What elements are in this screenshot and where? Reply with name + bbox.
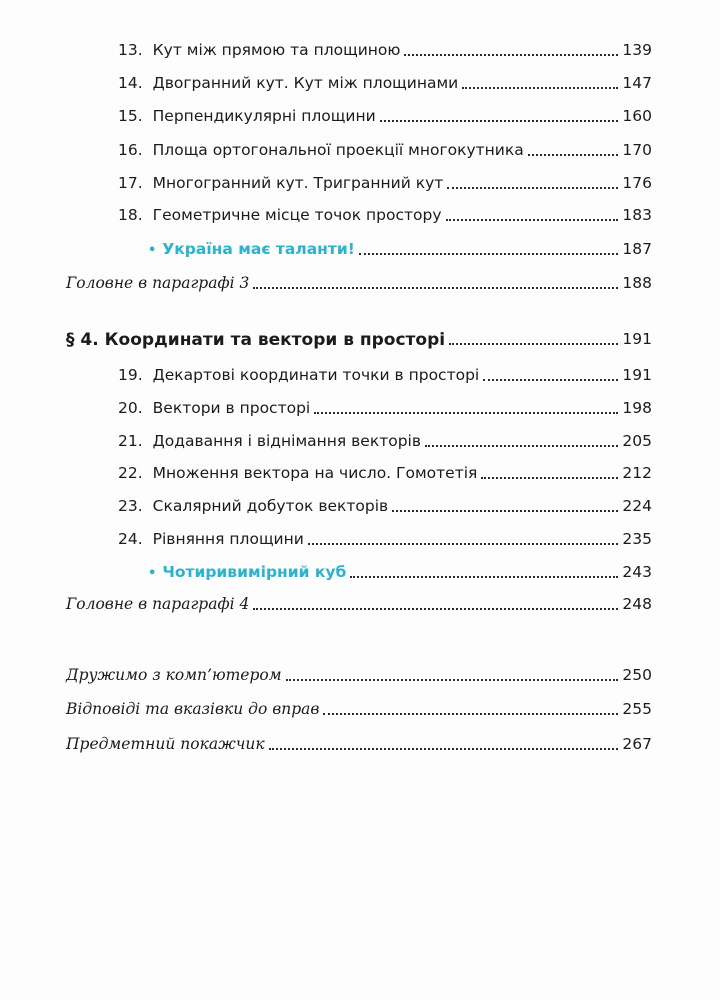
toc-extra-tesseract[interactable] bbox=[0, 557, 720, 589]
dot-leader bbox=[404, 54, 618, 56]
entry-page: 183 bbox=[622, 206, 652, 225]
entry-page: 191 bbox=[622, 330, 652, 349]
toc-entry-18[interactable] bbox=[0, 200, 720, 232]
entry-number: 23. bbox=[118, 497, 143, 516]
toc-back-computer[interactable] bbox=[0, 660, 720, 692]
entry-page: 205 bbox=[622, 432, 652, 451]
dot-leader bbox=[447, 187, 618, 189]
dot-leader bbox=[481, 477, 618, 479]
entry-title: Двогранний кут. Кут між площинами bbox=[152, 74, 459, 93]
entry-title: Додавання і віднімання векторів bbox=[152, 432, 421, 451]
entry-page: 243 bbox=[622, 563, 652, 582]
entry-title: Площа ортогональної проекції многокутника bbox=[152, 141, 524, 160]
toc-entry-24[interactable] bbox=[0, 524, 720, 556]
entry-page: 248 bbox=[622, 595, 652, 614]
dot-leader bbox=[323, 713, 618, 715]
entry-title: Відповіді та вказівки до вправ bbox=[66, 700, 320, 719]
entry-page: 188 bbox=[622, 274, 652, 293]
entry-title: Дружимо з комп’ютером bbox=[66, 666, 282, 685]
entry-page: 224 bbox=[622, 497, 652, 516]
toc-section-4[interactable] bbox=[0, 324, 720, 356]
dot-leader bbox=[350, 576, 618, 578]
entry-number: 20. bbox=[118, 399, 143, 418]
entry-title: Многогранний кут. Тригранний кут bbox=[152, 174, 444, 193]
toc-entry-19[interactable] bbox=[0, 360, 720, 392]
dot-leader bbox=[446, 219, 619, 221]
toc-summary-4[interactable] bbox=[0, 589, 720, 621]
toc-entry-17[interactable] bbox=[0, 168, 720, 200]
entry-title: Чотиривимірний куб bbox=[162, 563, 347, 582]
dot-leader bbox=[269, 748, 619, 750]
entry-title: Перпендикулярні площини bbox=[152, 107, 376, 126]
entry-title: Вектори в просторі bbox=[152, 399, 311, 418]
dot-leader bbox=[392, 510, 618, 512]
entry-page: 139 bbox=[622, 41, 652, 60]
bullet-icon: • bbox=[148, 565, 157, 581]
entry-page: 191 bbox=[622, 366, 652, 385]
dot-leader bbox=[380, 120, 619, 122]
toc-entry-20[interactable] bbox=[0, 393, 720, 425]
toc-extra-talents[interactable] bbox=[0, 234, 720, 266]
entry-page: 212 bbox=[622, 464, 652, 483]
toc-back-answers[interactable] bbox=[0, 694, 720, 726]
section-title: § 4. Координати та вектори в просторі bbox=[66, 329, 446, 350]
entry-number: 19. bbox=[118, 366, 143, 385]
entry-number: 14. bbox=[118, 74, 143, 93]
dot-leader bbox=[253, 287, 618, 289]
dot-leader bbox=[425, 445, 618, 447]
toc-back-index[interactable] bbox=[0, 729, 720, 761]
entry-page: 187 bbox=[622, 240, 652, 259]
entry-number: 24. bbox=[118, 530, 143, 549]
entry-page: 160 bbox=[622, 107, 652, 126]
entry-title: Предметний покажчик bbox=[66, 735, 265, 754]
entry-page: 170 bbox=[622, 141, 652, 160]
entry-title: Геометричне місце точок простору bbox=[152, 206, 442, 225]
toc-entry-15[interactable] bbox=[0, 101, 720, 133]
entry-page: 267 bbox=[622, 735, 652, 754]
toc-summary-3[interactable] bbox=[0, 268, 720, 300]
dot-leader bbox=[528, 154, 619, 156]
entry-page: 198 bbox=[622, 399, 652, 418]
entry-number: 17. bbox=[118, 174, 143, 193]
dot-leader bbox=[253, 608, 618, 610]
entry-page: 250 bbox=[622, 666, 652, 685]
dot-leader bbox=[483, 379, 618, 381]
entry-number: 15. bbox=[118, 107, 143, 126]
entry-number: 16. bbox=[118, 141, 143, 160]
entry-title: Головне в параграфі 3 bbox=[66, 274, 250, 293]
entry-page: 147 bbox=[622, 74, 652, 93]
entry-number: 18. bbox=[118, 206, 143, 225]
dot-leader bbox=[359, 253, 619, 255]
entry-title: Головне в параграфі 4 bbox=[66, 595, 250, 614]
entry-title: Множення вектора на число. Гомотетія bbox=[152, 464, 478, 483]
entry-number: 22. bbox=[118, 464, 143, 483]
bullet-icon: • bbox=[148, 242, 157, 258]
entry-page: 235 bbox=[622, 530, 652, 549]
toc-entry-16[interactable] bbox=[0, 135, 720, 167]
entry-number: 13. bbox=[118, 41, 143, 60]
toc-entry-22[interactable] bbox=[0, 458, 720, 490]
entry-page: 255 bbox=[622, 700, 652, 719]
dot-leader bbox=[314, 412, 618, 414]
entry-title: Скалярний добуток векторів bbox=[152, 497, 389, 516]
entry-title: Рівняння площини bbox=[152, 530, 304, 549]
entry-title: Україна має таланти! bbox=[162, 240, 355, 259]
entry-title: Кут між прямою та площиною bbox=[152, 41, 401, 60]
dot-leader bbox=[286, 679, 619, 681]
dot-leader bbox=[449, 343, 618, 345]
dot-leader bbox=[462, 87, 618, 89]
entry-page: 176 bbox=[622, 174, 652, 193]
toc-entry-14[interactable] bbox=[0, 68, 720, 100]
toc-entry-21[interactable] bbox=[0, 426, 720, 458]
entry-number: 21. bbox=[118, 432, 143, 451]
dot-leader bbox=[308, 543, 619, 545]
toc-entry-13[interactable] bbox=[0, 35, 720, 67]
toc-entry-23[interactable] bbox=[0, 491, 720, 523]
entry-title: Декартові координати точки в просторі bbox=[152, 366, 480, 385]
